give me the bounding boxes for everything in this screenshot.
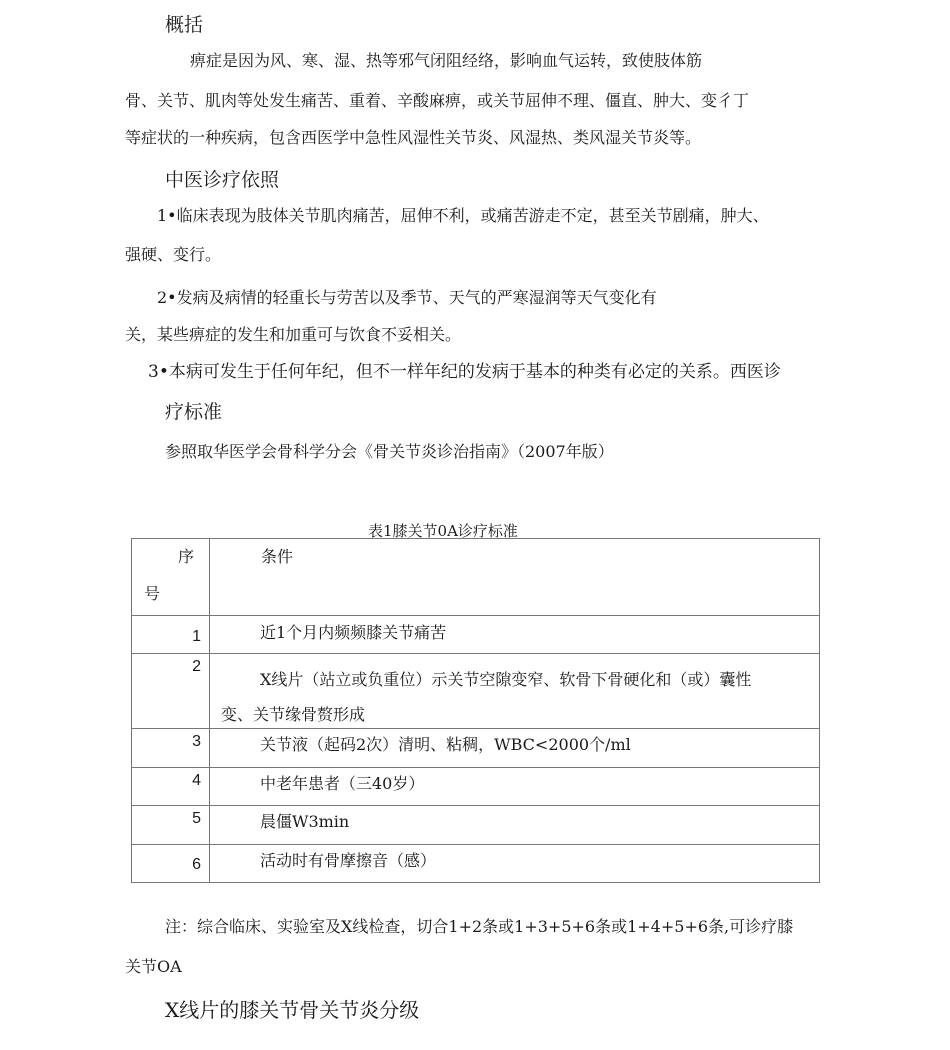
row-cond-cell <box>210 616 820 654</box>
tcm-item-3-line-1: 3•本病可发生于任何年纪，但不一样年纪的发病于基本的种类有必定的关系。西医诊 <box>148 362 781 382</box>
row-num: 4 <box>192 772 201 789</box>
row-cond-cell <box>210 729 820 768</box>
row-cond-cell <box>210 845 820 883</box>
row-cond-cell <box>210 654 820 729</box>
row-condition-line-1: X线片（站立或负重位）示关节空隙变窄、软骨下骨硬化和（或）囊性 <box>260 670 752 689</box>
overview-line-3: 等症状的一种疾病，包含西医学中急性风湿性关节炎、风湿热、类风湿关节炎等。 <box>125 128 702 147</box>
western-heading: 疗标准 <box>165 401 223 423</box>
row-condition: 近1个月内频频膝关节痛苦 <box>260 623 447 642</box>
tcm-item-2-line-1: 2•发病及病情的轻重长与劳苦以及季节、天气的严寒湿润等天气变化有 <box>157 288 657 307</box>
row-condition: 关节液（起码2次）清明、粘稠，WBC<2000个/ml <box>260 735 631 754</box>
table-row <box>132 654 820 729</box>
header-num-line-2: 号 <box>144 584 161 603</box>
xray-heading: X线片的膝关节骨关节炎分级 <box>165 998 420 1022</box>
row-num: 6 <box>192 856 201 873</box>
row-num: 2 <box>192 658 201 675</box>
row-num: 5 <box>192 810 201 827</box>
tcm-item-1-line-1: 1•临床表现为肢体关节肌肉痛苦，屈伸不利，或痛苦游走不定，甚至关节剧痛，肿大、 <box>157 206 769 225</box>
table-row <box>132 845 820 883</box>
table-caption: 表1膝关节0A诊疗标准 <box>368 522 518 540</box>
row-num-cell <box>132 654 210 729</box>
row-cond-cell <box>210 806 820 845</box>
table-row <box>132 806 820 845</box>
overview-heading: 概括 <box>165 14 204 36</box>
note-line-1: 注：综合临床、实验室及X线检查，切合1+2条或1+3+5+6条或1+4+5+6条,可诊疗膝 <box>165 917 794 936</box>
header-cond-label: 条件 <box>261 547 294 566</box>
header-num-cell <box>132 539 210 616</box>
criteria-table <box>131 538 820 883</box>
row-condition: 活动时有骨摩擦音（感） <box>260 851 437 870</box>
table-header-row <box>132 539 820 616</box>
tcm-heading: 中医诊疗依照 <box>165 169 280 191</box>
row-num-cell <box>132 616 210 654</box>
tcm-item-2-line-2: 关，某些痹症的发生和加重可与饮食不妥相关。 <box>125 325 462 344</box>
table-row <box>132 768 820 806</box>
overview-line-1: 痹症是因为风、寒、湿、热等邪气闭阻经络，影响血气运转，致使肢体筋 <box>190 51 703 70</box>
header-num-line-1: 序 <box>178 547 195 566</box>
note-line-2: 关节OA <box>125 957 182 976</box>
overview-line-2: 骨、关节、肌肉等处发生痛苦、重着、辛酸麻痹，或关节屈伸不理、僵直、肿大、变彳丁 <box>125 91 750 110</box>
row-condition: 晨僵W3min <box>260 812 350 831</box>
table-row <box>132 729 820 768</box>
row-num-cell <box>132 845 210 883</box>
row-condition: 中老年患者（三40岁） <box>260 774 425 793</box>
row-condition-line-2: 变、关节缘骨赘形成 <box>221 705 366 724</box>
table-row <box>132 616 820 654</box>
row-num-cell <box>132 806 210 845</box>
reference-text: 参照取华医学会骨科学分会《骨关节炎诊治指南》（2007年版） <box>165 442 614 461</box>
row-num: 1 <box>192 628 201 645</box>
header-cond-cell <box>210 539 820 616</box>
row-cond-cell <box>210 768 820 806</box>
tcm-item-1-line-2: 强硬、变行。 <box>125 245 222 264</box>
row-num: 3 <box>192 733 201 750</box>
row-num-cell <box>132 729 210 768</box>
row-num-cell <box>132 768 210 806</box>
